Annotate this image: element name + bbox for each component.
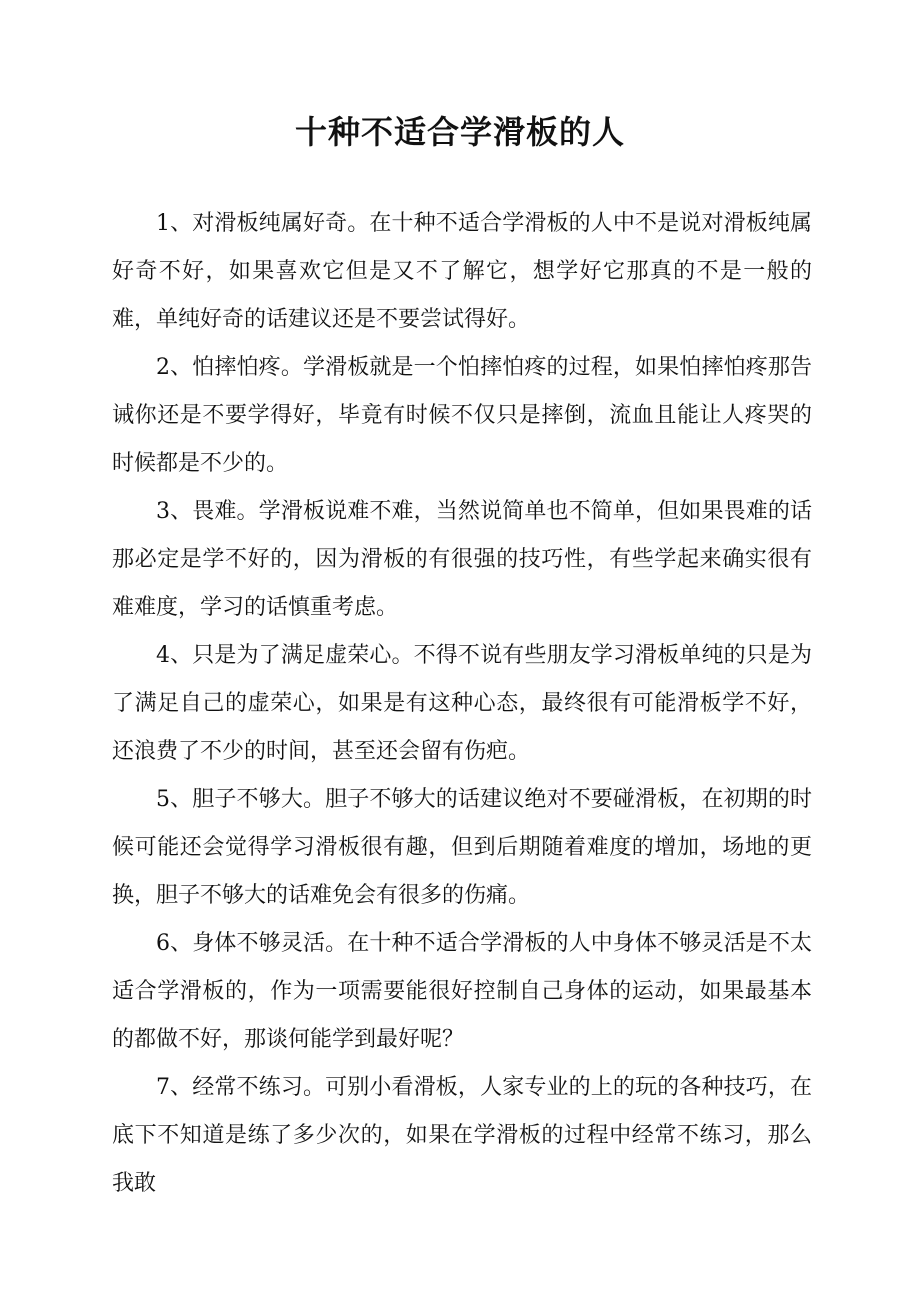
paragraph-1: 1、对滑板纯属好奇。在十种不适合学滑板的人中不是说对滑板纯属好奇不好，如果喜欢它但是又不了解它，想学好它那真的不是一般的难，单纯好奇的话建议还是不要尝试得好。	[112, 211, 812, 332]
document-body	[112, 200, 812, 1208]
paragraph-3: 3、畏难。学滑板说难不难，当然说简单也不简单，但如果畏难的话那必定是学不好的，因为滑板的有很强的技巧性，有些学起来确实很有难难度，学习的话慎重考虑。	[112, 499, 812, 620]
paragraph-2: 2、怕摔怕疼。学滑板就是一个怕摔怕疼的过程，如果怕摔怕疼那告诫你还是不要学得好，毕竟有时候不仅只是摔倒，流血且能让人疼哭的时候都是不少的。	[112, 355, 812, 476]
paragraph-5: 5、胆子不够大。胆子不够大的话建议绝对不要碰滑板，在初期的时候可能还会觉得学习滑板很有趣，但到后期随着难度的增加，场地的更换，胆子不够大的话难免会有很多的伤痛。	[112, 787, 812, 908]
paragraph-7: 7、经常不练习。可别小看滑板，人家专业的上的玩的各种技巧，在底下不知道是练了多少次的，如果在学滑板的过程中经常不练习，那么我敢	[112, 1075, 812, 1196]
paragraph-4: 4、只是为了满足虚荣心。不得不说有些朋友学习滑板单纯的只是为了满足自己的虚荣心，如果是有这种心态，最终很有可能滑板学不好，还浪费了不少的时间，甚至还会留有伤疤。	[112, 643, 812, 764]
page-title: 十种不适合学滑板的人	[294, 113, 625, 151]
paragraph-6: 6、身体不够灵活。在十种不适合学滑板的人中身体不够灵活是不太适合学滑板的，作为一项需要能很好控制自己身体的运动，如果最基本的都做不好，那谈何能学到最好呢？	[112, 931, 812, 1052]
